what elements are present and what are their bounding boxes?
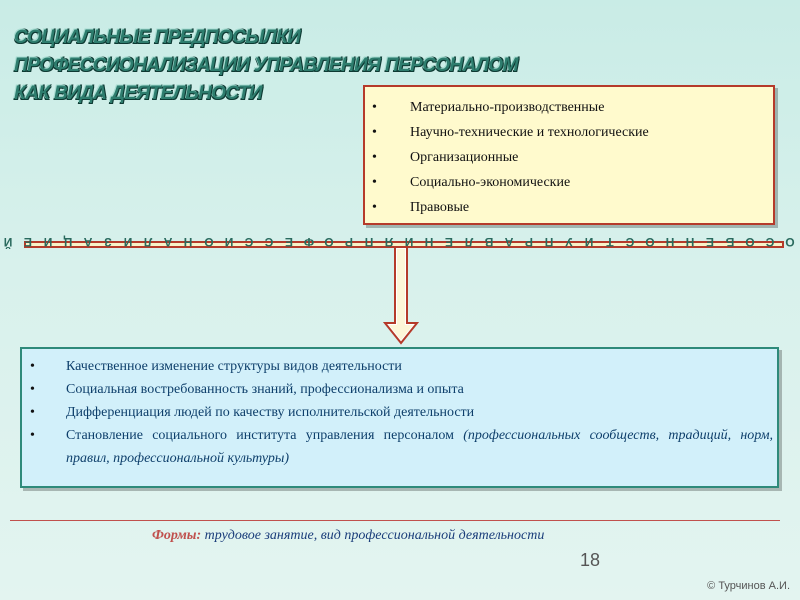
factors-list: [365, 95, 773, 220]
factor-item: • Правовые: [410, 195, 773, 220]
effect-item: [66, 378, 777, 401]
band-letter: Л: [464, 235, 474, 249]
band-letter: А: [164, 235, 173, 249]
factor-item: • Социально-экономические: [410, 170, 773, 195]
band-letter: Н: [184, 235, 193, 249]
factors-box: [363, 85, 775, 225]
band-letter: И: [404, 235, 414, 249]
band-letter: В: [484, 235, 494, 249]
band-letter: Б: [725, 235, 735, 249]
down-arrow-icon: [383, 245, 419, 345]
band-letter: Ф: [303, 235, 314, 249]
forms-label: Формы:: [152, 528, 202, 543]
band-letter: Н: [685, 235, 695, 249]
band-letter: Л: [144, 235, 153, 249]
band-letter: Я: [384, 235, 394, 249]
copyright: © Турчинов А.И.: [707, 580, 790, 592]
effect-text: Социальная востребованность знаний, профессионализма и опыта: [66, 382, 464, 397]
band-letter: П: [545, 235, 554, 249]
effect-item: [66, 401, 777, 424]
band-letter: У: [565, 235, 574, 249]
effects-box: [20, 347, 779, 488]
title-line-2: ПРОФЕССИОНАЛИЗАЦИИ УПРАВЛЕНИЯ ПЕРСОНАЛОМ: [14, 55, 518, 76]
band-letter: О: [785, 235, 795, 249]
band-letter: Е: [24, 235, 33, 249]
band-letter: Е: [445, 235, 454, 249]
band-letter: О: [745, 235, 755, 249]
effect-note: (профессиональных сообществ, традиций, норм, правил, профессиональной культуры): [66, 428, 773, 466]
band-letter: Е: [705, 235, 714, 249]
band-letter: Е: [284, 235, 293, 249]
title-line-1: СОЦИАЛЬНЫЕ ПРЕДПОСЫЛКИ: [14, 27, 301, 48]
band-letter: И: [224, 235, 233, 249]
band-letter: О: [203, 235, 214, 249]
effect-text: Качественное изменение структуры видов деятельности: [66, 359, 402, 374]
factor-item: • Организационные: [410, 145, 773, 170]
band-letter: И: [123, 235, 133, 249]
band-letter: И: [43, 235, 53, 249]
band-letter: Н: [665, 235, 675, 249]
effect-item: [66, 355, 777, 378]
band-letter: С: [765, 235, 775, 249]
effects-list: [22, 355, 777, 470]
band-letter: С: [264, 235, 273, 249]
effect-text: Дифференциация людей по качеству исполнительской деятельности: [66, 405, 475, 420]
band-letter: С: [625, 235, 634, 249]
band-letter: Р: [344, 235, 353, 249]
band-letter: Н: [424, 235, 434, 249]
title-line-3: КАК ВИДА ДЕЯТЕЛЬНОСТИ: [14, 83, 262, 104]
band-letter: И: [585, 235, 594, 249]
effect-text: Становление социального института управления персоналом: [66, 428, 464, 443]
divider: [10, 520, 780, 521]
forms-text: трудовое занятие, вид профессиональной деятельности: [201, 528, 545, 543]
band-letter: З: [104, 235, 113, 249]
band-letter: Й: [3, 235, 13, 249]
band-letter: А: [83, 235, 93, 249]
forms-caption: [152, 528, 544, 544]
band-letter: А: [504, 235, 514, 249]
band-letter: П: [364, 235, 374, 249]
band-letter: Р: [525, 235, 534, 249]
factor-item: • Научно-технические и технологические: [410, 120, 773, 145]
band-letter: С: [244, 235, 253, 249]
factor-item: • Материально-производственные: [410, 95, 773, 120]
effect-item: [66, 424, 777, 470]
band-letter: О: [644, 235, 655, 249]
band-letter: Ц: [63, 235, 73, 249]
page-number: 18: [580, 550, 601, 570]
band-letter: Т: [605, 235, 614, 249]
band-letter: О: [324, 235, 334, 249]
